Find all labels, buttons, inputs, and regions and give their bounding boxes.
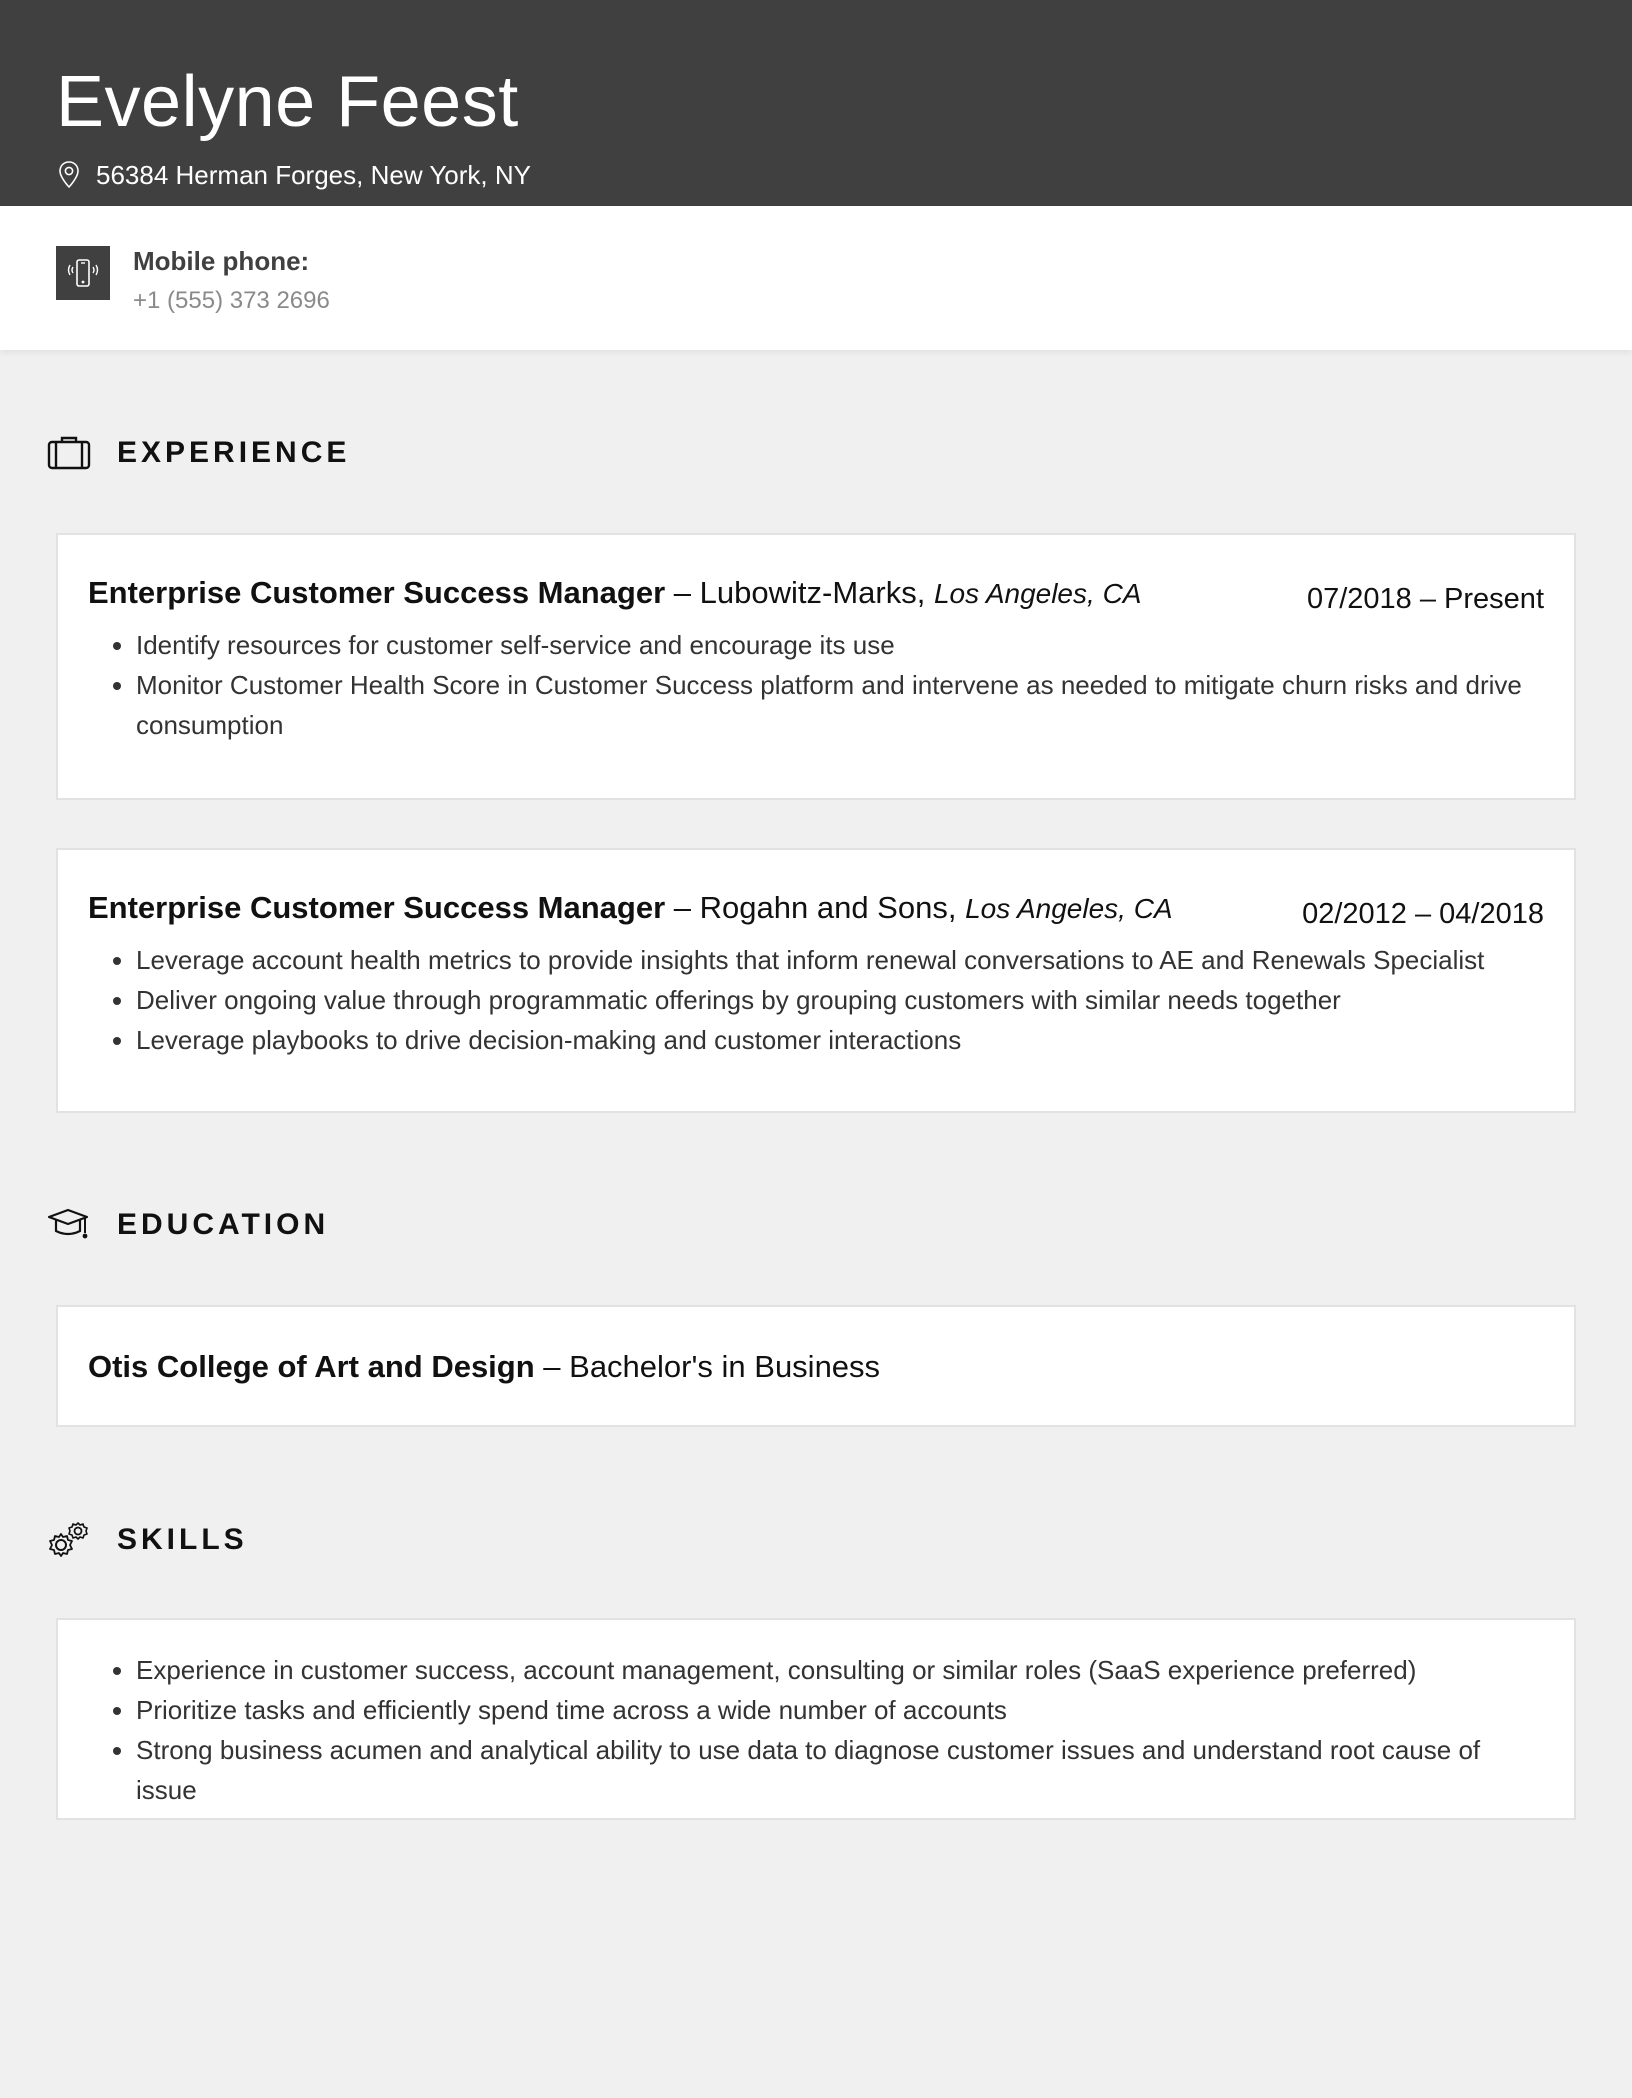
degree: Bachelor's in Business [569,1349,881,1384]
skills-list [88,1650,1544,1810]
separator: – [665,890,700,925]
list-item: • Identify resources for customer self-service and encourage its use [136,625,1544,665]
skills-title: SKILLS [117,1523,248,1556]
job-dates: 07/2018 – Present [1306,583,1544,615]
education-entry [88,1347,1544,1387]
phone-number[interactable]: +1 (555) 373 2696 [133,287,330,314]
mobile-phone-icon [56,246,110,300]
education-heading [47,1205,329,1245]
separator: – [665,575,700,610]
job-header [88,573,1544,613]
job-location: Los Angeles, CA [933,578,1142,609]
job-bullets [88,625,1544,745]
job-location: Los Angeles, CA [965,893,1173,924]
briefcase-icon [47,433,91,473]
job-header [88,888,1544,928]
contact-bar [0,206,1632,350]
list-item: • Experience in customer success, account management, consulting or similar roles (SaaS experience preferred) [136,1650,1544,1690]
education-title: EDUCATION [117,1208,330,1241]
separator: – [534,1349,570,1384]
address [56,157,531,193]
experience-heading [47,433,350,473]
job-card [56,533,1576,800]
list-item: • Monitor Customer Health Score in Customer Success platform and intervene as needed to mitigate churn risks and drive consumption [136,665,1544,745]
candidate-name: Evelyne Feest [56,62,519,142]
resume-header [0,0,1632,206]
job-company: Rogahn and Sons, [699,890,966,925]
job-role: Enterprise Customer Success Manager [88,575,666,610]
job-dates: 02/2012 – 04/2018 [1302,898,1544,930]
job-company: Lubowitz-Marks, [699,575,934,610]
school-name: Otis College of Art and Design [88,1349,535,1384]
skills-card [56,1618,1576,1820]
phone-label: Mobile phone: [133,246,310,276]
gears-icon [47,1520,91,1560]
list-item: • Prioritize tasks and efficiently spend time across a wide number of accounts [136,1690,1544,1730]
job-bullets [88,940,1544,1060]
education-card [56,1305,1576,1427]
skills-heading [47,1520,248,1560]
list-item: • Strong business acumen and analytical ability to use data to diagnose customer issues and understand root cause of issue [136,1730,1544,1810]
address-text: 56384 Herman Forges, New York, NY [96,160,531,190]
list-item: • Leverage account health metrics to provide insights that inform renewal conversations to AE and Renewals Specialist [136,940,1544,980]
job-card [56,848,1576,1113]
map-pin-icon [56,160,82,190]
list-item: • Leverage playbooks to drive decision-making and customer interactions [136,1020,1544,1060]
job-role: Enterprise Customer Success Manager [88,890,666,925]
graduation-cap-icon [47,1205,91,1245]
experience-title: EXPERIENCE [117,436,351,469]
list-item: • Deliver ongoing value through programmatic offerings by grouping customers with similar needs together [136,980,1544,1020]
